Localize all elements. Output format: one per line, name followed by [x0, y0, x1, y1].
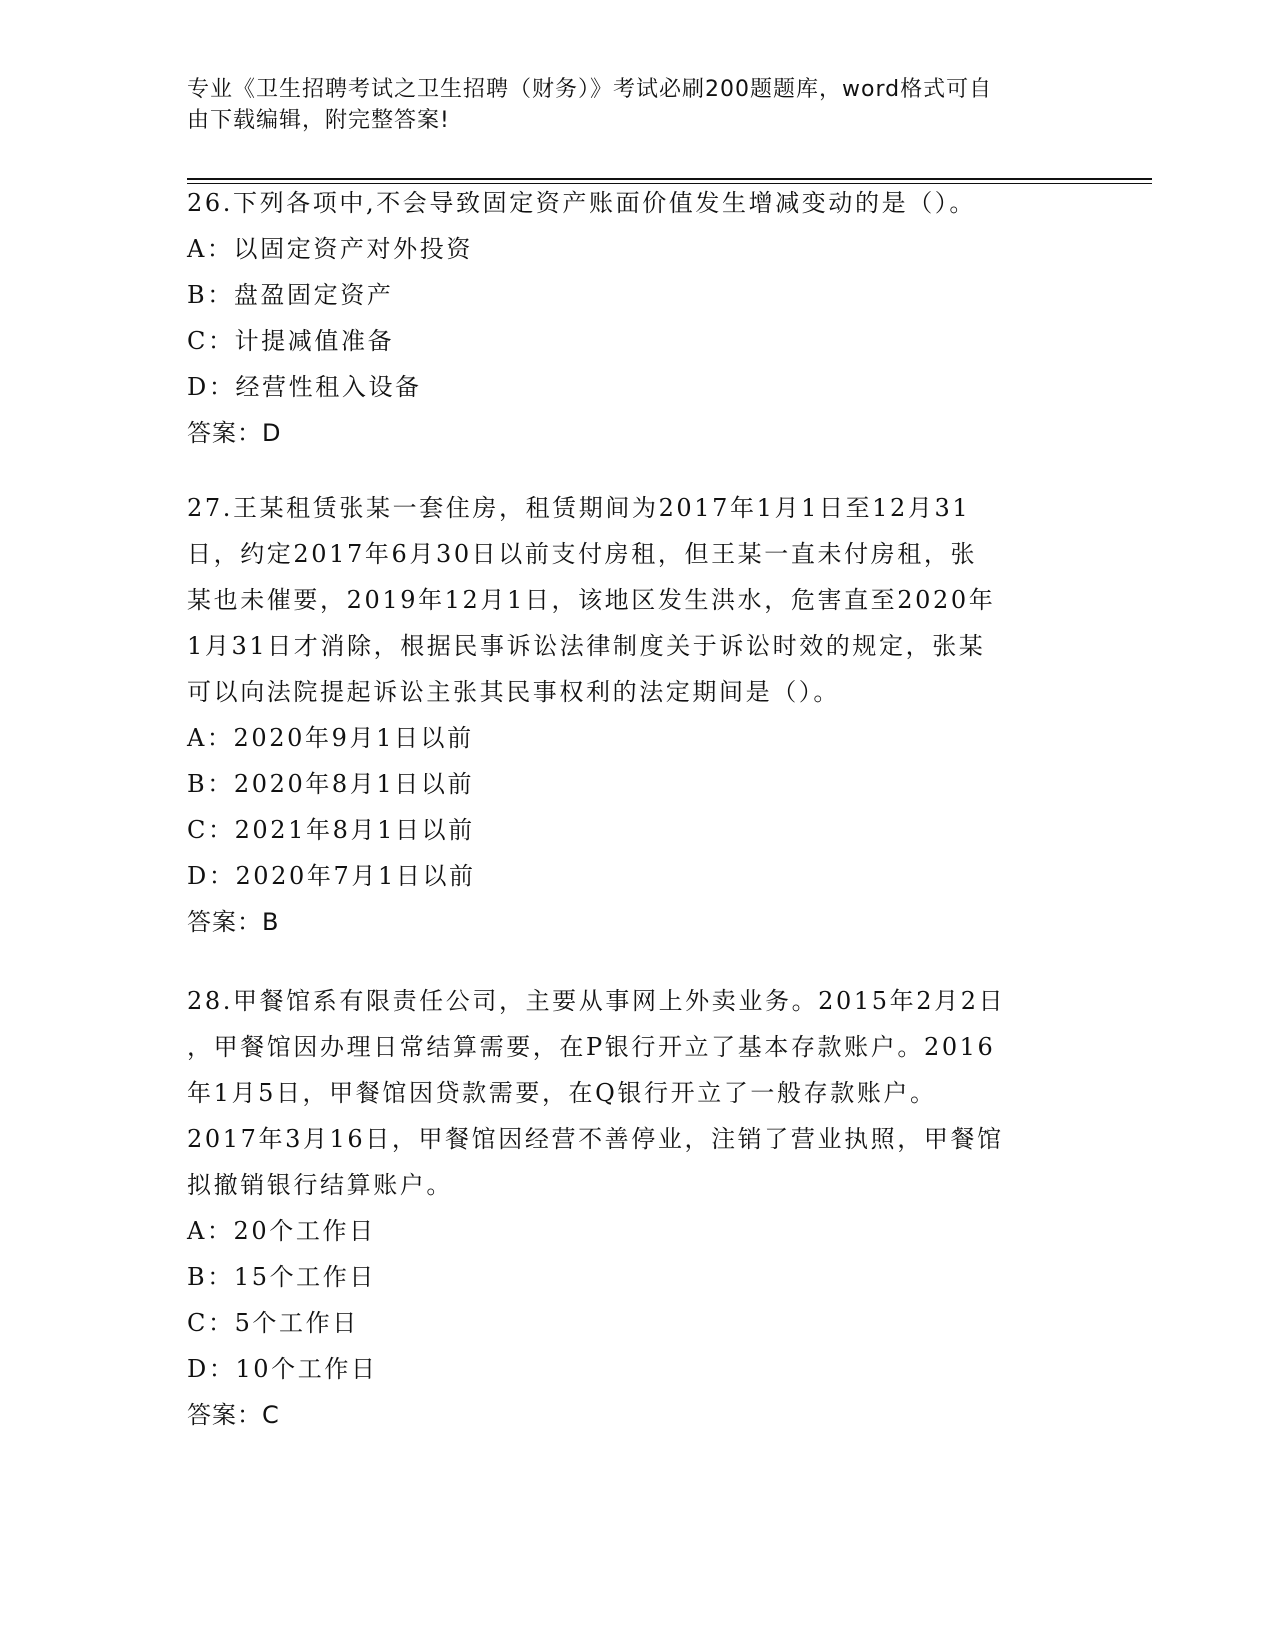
question-stem: 26.下列各项中,不会导致固定资产账面价值发生增减变动的是（）。 [187, 189, 976, 217]
option-c: C：5个工作日 [187, 1309, 359, 1337]
answer: 答案：D [187, 419, 282, 447]
option-a: A：2020年9月1日以前 [187, 724, 474, 752]
option-c: C：计提减值准备 [187, 327, 395, 355]
question-28 [187, 978, 1087, 1438]
question-stem-line: 2017年3月16日，甲餐馆因经营不善停业，注销了营业执照，甲餐馆 [187, 1125, 1004, 1153]
option-a: A：以固定资产对外投资 [187, 235, 473, 263]
option-b: B：盘盈固定资产 [187, 281, 394, 309]
answer: 答案：B [187, 908, 280, 936]
question-stem-line: 某也未催要，2019年12月1日，该地区发生洪水，危害直至2020年 [187, 586, 996, 614]
question-stem-line: 可以向法院提起诉讼主张其民事权利的法定期间是（）。 [187, 678, 840, 706]
answer: 答案：C [187, 1401, 280, 1429]
question-stem-line: 日，约定2017年6月30日以前支付房租，但王某一直未付房租，张 [187, 540, 978, 568]
option-d: D：10个工作日 [187, 1355, 378, 1383]
option-a: A：20个工作日 [187, 1217, 376, 1245]
option-d: D：经营性租入设备 [187, 373, 422, 401]
question-stem-line: 27.王某租赁张某一套住房，租赁期间为2017年1月1日至12月31 [187, 494, 971, 522]
document-header [187, 74, 1067, 136]
option-d: D：2020年7月1日以前 [187, 862, 476, 890]
question-stem-line: ，甲餐馆因办理日常结算需要，在P银行开立了基本存款账户。2016 [187, 1033, 996, 1061]
header-line-1: 专业《卫生招聘考试之卫生招聘（财务）》考试必刷200题题库，word格式可自 [187, 77, 993, 102]
question-26 [187, 180, 1087, 456]
option-b: B：2020年8月1日以前 [187, 770, 475, 798]
header-line-2: 由下载编辑，附完整答案! [187, 108, 450, 133]
question-stem-line: 28.甲餐馆系有限责任公司，主要从事网上外卖业务。2015年2月2日 [187, 987, 1006, 1015]
option-c: C：2021年8月1日以前 [187, 816, 475, 844]
question-stem-line: 年1月5日，甲餐馆因贷款需要，在Q银行开立了一般存款账户。 [187, 1079, 937, 1107]
question-stem-line: 1月31日才消除，根据民事诉讼法律制度关于诉讼时效的规定，张某 [187, 632, 986, 660]
question-27 [187, 485, 1087, 945]
option-b: B：15个工作日 [187, 1263, 376, 1291]
question-stem-line: 拟撤销银行结算账户。 [187, 1171, 453, 1199]
